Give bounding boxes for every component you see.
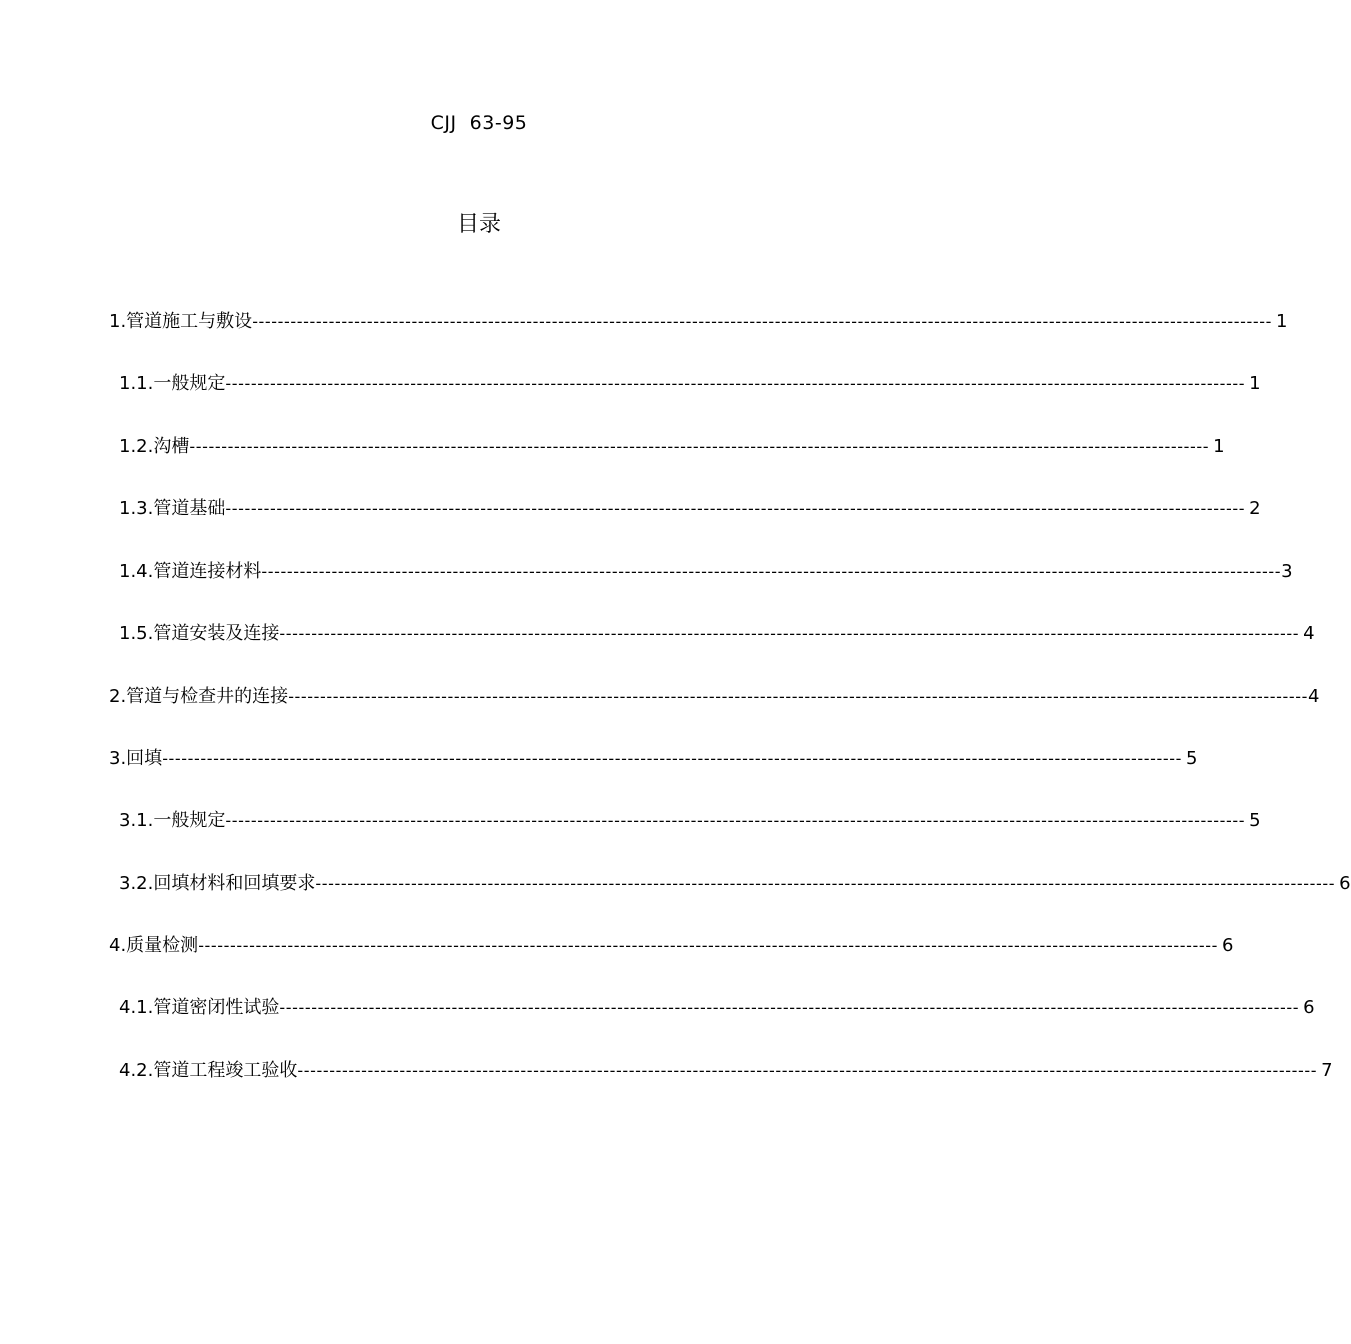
toc-entry-leader: ---------------------------------------------------------------------------------------------------------------------------------------------------------------- bbox=[261, 562, 1282, 581]
toc-entry-leader: ---------------------------------------------------------------------------------------------------------------------------------------------------------------- bbox=[162, 749, 1182, 768]
toc-entry[interactable] bbox=[119, 559, 1293, 585]
toc-entry-page: 1 bbox=[1213, 436, 1225, 457]
toc-entry-label: 1.1.一般规定 bbox=[119, 373, 226, 394]
toc-entry-leader: ---------------------------------------------------------------------------------------------------------------------------------------------------------------- bbox=[225, 499, 1246, 518]
toc-entry-page: 1 bbox=[1249, 373, 1261, 394]
toc-entry-page: 7 bbox=[1321, 1060, 1333, 1081]
toc-entry-page: 4 bbox=[1303, 623, 1315, 644]
toc-entry-label: 1.4.管道连接材料 bbox=[119, 561, 262, 582]
toc-entry-leader: ---------------------------------------------------------------------------------------------------------------------------------------------------------------- bbox=[288, 687, 1308, 706]
toc-entry-label: 1.5.管道安装及连接 bbox=[119, 623, 280, 644]
toc-entry-page: 5 bbox=[1249, 810, 1261, 831]
toc-entry-leader: ---------------------------------------------------------------------------------------------------------------------------------------------------------------- bbox=[279, 624, 1300, 643]
toc-entry-label: 3.回填 bbox=[109, 748, 163, 769]
toc-entry-page: 1 bbox=[1275, 311, 1288, 332]
toc-entry-label: 4.2.管道工程竣工验收 bbox=[119, 1060, 298, 1081]
toc-entry-page: 6 bbox=[1339, 873, 1351, 894]
toc-entry-leader: ---------------------------------------------------------------------------------------------------------------------------------------------------------------- bbox=[297, 1061, 1318, 1080]
toc-entry-leader: ---------------------------------------------------------------------------------------------------------------------------------------------------------------- bbox=[225, 374, 1246, 393]
toc-entry-leader: ---------------------------------------------------------------------------------------------------------------------------------------------------------------- bbox=[252, 312, 1272, 331]
toc-entry-label: 1.管道施工与敷设 bbox=[109, 311, 253, 332]
toc-entry[interactable] bbox=[109, 933, 1234, 959]
toc-entry[interactable] bbox=[119, 371, 1261, 397]
toc-entry-label: 3.2.回填材料和回填要求 bbox=[119, 873, 316, 894]
toc-entry-label: 3.1.一般规定 bbox=[119, 810, 226, 831]
toc-entry[interactable] bbox=[119, 496, 1261, 522]
toc-entry-page: 3 bbox=[1281, 561, 1293, 582]
toc-title: 目录 bbox=[456, 212, 501, 237]
document-code: CJJ 63-95 bbox=[430, 112, 528, 134]
toc-entry-page: 5 bbox=[1185, 748, 1198, 769]
toc-entry-leader: ---------------------------------------------------------------------------------------------------------------------------------------------------------------- bbox=[189, 437, 1210, 456]
toc-entry-label: 4.1.管道密闭性试验 bbox=[119, 997, 280, 1018]
toc-entry-leader: ---------------------------------------------------------------------------------------------------------------------------------------------------------------- bbox=[279, 998, 1300, 1017]
toc-entry[interactable] bbox=[119, 871, 1351, 897]
toc-entry[interactable] bbox=[109, 746, 1198, 772]
toc-entry[interactable] bbox=[119, 621, 1315, 647]
toc-entry-leader: ---------------------------------------------------------------------------------------------------------------------------------------------------------------- bbox=[225, 811, 1246, 830]
toc-entry-label: 2.管道与检查井的连接 bbox=[109, 686, 289, 707]
toc-entry-label: 1.2.沟槽 bbox=[119, 436, 190, 457]
toc-entry-page: 4 bbox=[1307, 686, 1320, 707]
toc-entry[interactable] bbox=[109, 684, 1320, 710]
toc-entry-leader: ---------------------------------------------------------------------------------------------------------------------------------------------------------------- bbox=[198, 936, 1218, 955]
toc-entry[interactable] bbox=[119, 1058, 1333, 1084]
toc-entry-leader: ---------------------------------------------------------------------------------------------------------------------------------------------------------------- bbox=[315, 874, 1336, 893]
toc-entry-page: 2 bbox=[1249, 498, 1261, 519]
toc-entry[interactable] bbox=[119, 995, 1315, 1021]
toc-entry[interactable] bbox=[119, 434, 1225, 460]
toc-entry-label: 4.质量检测 bbox=[109, 935, 199, 956]
toc-entry-page: 6 bbox=[1221, 935, 1234, 956]
toc-entry[interactable] bbox=[109, 309, 1288, 335]
toc-entry[interactable] bbox=[119, 808, 1261, 834]
toc-entry-label: 1.3.管道基础 bbox=[119, 498, 226, 519]
toc-entry-page: 6 bbox=[1303, 997, 1315, 1018]
